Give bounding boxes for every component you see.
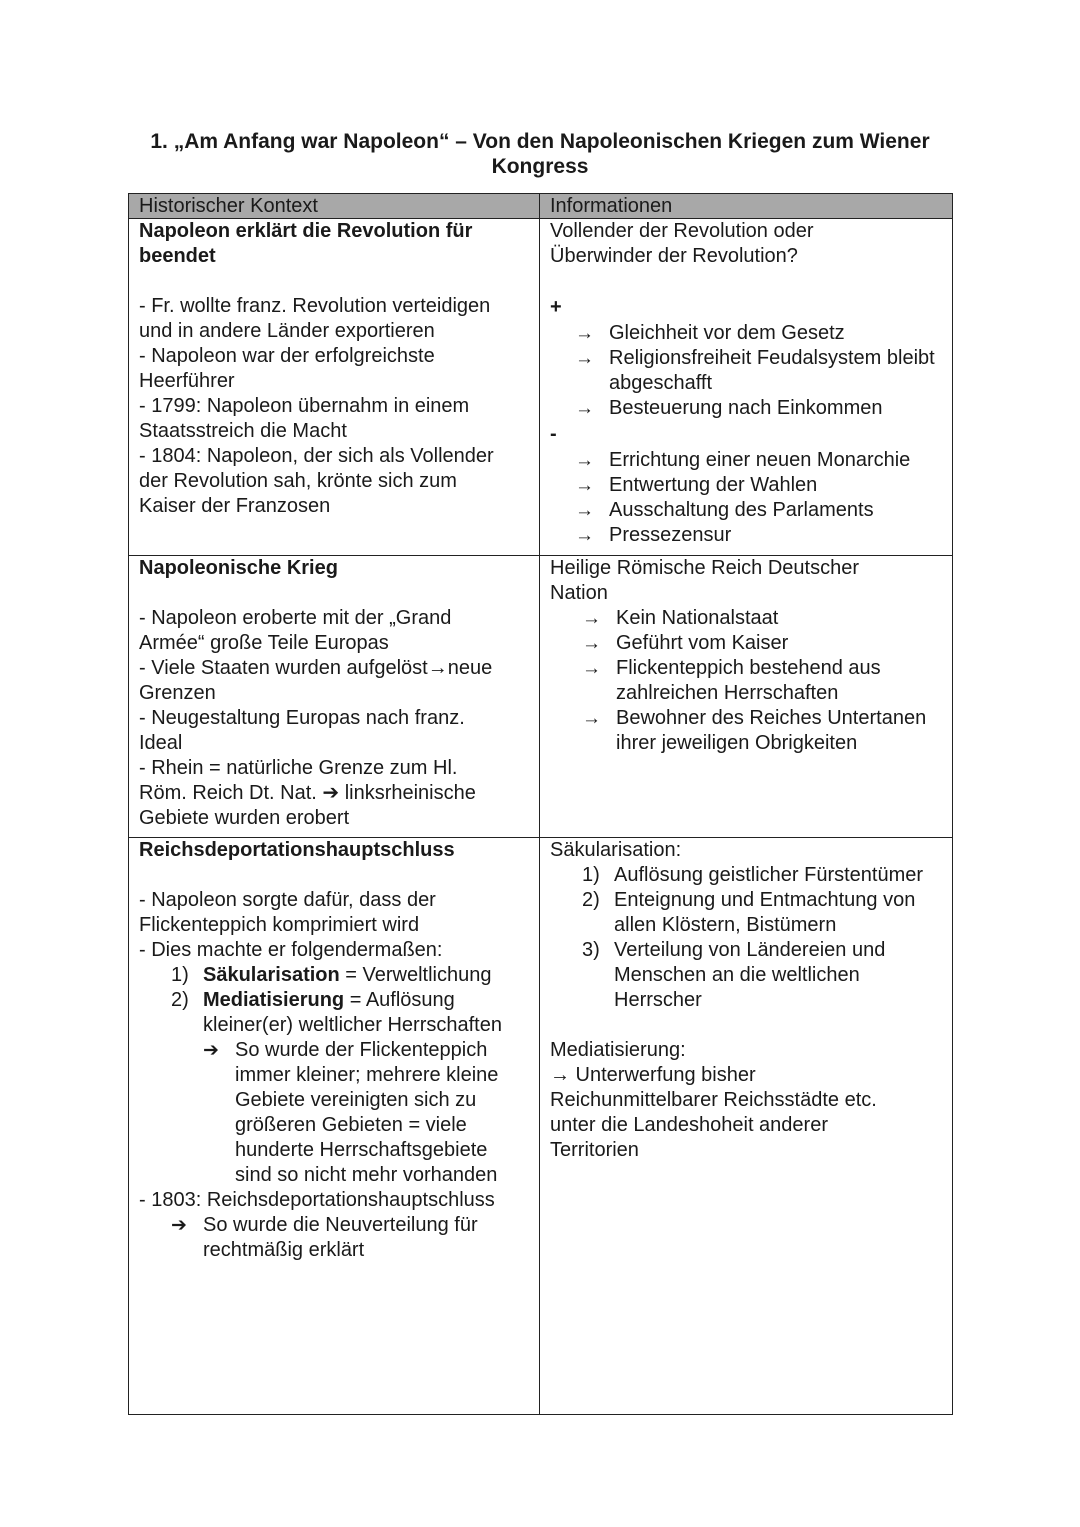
term-mediatisierung: Mediatisierung (203, 988, 345, 1011)
cell-napoleonische-krieg-context (129, 555, 540, 837)
list-item: ➔ So wurde der Flickenteppich immer kleiner; mehrere kleine Gebiete vereinigten sich zu größeren Gebieten = viele hunderte Herrschaftsgebiete sind so nicht mehr vorhanden (203, 1038, 499, 1186)
arrow-right-icon: → (575, 398, 594, 419)
arrow-right-icon: → (575, 500, 594, 521)
text-line: - 1803: Reichsdeportationshauptschluss (139, 1188, 495, 1211)
text-line: Grenzen (139, 681, 216, 704)
list-item: → Gleichheit vor dem Gesetz (575, 322, 845, 344)
text-line: - Neugestaltung Europas nach franz. (139, 706, 465, 729)
text-line: Reichunmittelbarer Reichsstädte etc. (550, 1088, 877, 1111)
list-item: → Entwertung der Wahlen (575, 474, 818, 496)
list-item: 2) Mediatisierung = Auflösung kleiner(er) weltlicher Herrschaften (171, 988, 502, 1036)
list-item: 1) Säkularisation = Verweltlichung (171, 963, 492, 986)
cell-napoleon-revolution-context (129, 219, 540, 556)
list-item: → Geführt vom Kaiser (582, 631, 789, 654)
info-intro-cont: Nation (550, 581, 608, 604)
info-intro: Mediatisierung: (550, 1038, 686, 1061)
bold-arrow-icon: ➔ (171, 1214, 187, 1236)
arrow-right-icon: → (575, 475, 594, 496)
section-heading: Napoleon erklärt die Revolution für (139, 220, 473, 242)
text-line: Armée“ große Teile Europas (139, 631, 389, 654)
text-line: der Revolution sah, krönte sich zum (139, 470, 457, 492)
info-intro: Vollender der Revolution oder (550, 220, 814, 242)
header-historischer-kontext: Historischer Kontext (129, 194, 540, 219)
arrow-right-icon: → (575, 348, 594, 369)
title-line-1: 1. „Am Anfang war Napoleon“ – Von den Napoleonischen Kriegen zum Wiener (150, 130, 930, 153)
text-line: Flickenteppich komprimiert wird (139, 913, 420, 936)
text-line: unter die Landeshoheit anderer (550, 1113, 828, 1136)
list-item: → Ausschaltung des Parlaments (575, 499, 874, 521)
text-line: - Napoleon eroberte mit der „Grand (139, 606, 452, 629)
text-line: - Napoleon sorgte dafür, dass der (139, 888, 436, 911)
minus-sign: - (550, 423, 557, 445)
text-line: - Viele Staaten wurden aufgelöst→neue (139, 656, 493, 679)
info-intro-cont: Überwinder der Revolution? (550, 245, 798, 267)
text-line: - 1799: Napoleon übernahm in einem (139, 395, 470, 417)
table-row (129, 837, 953, 1414)
text-line: - Fr. wollte franz. Revolution verteidigen (139, 295, 491, 317)
text-line: Territorien (550, 1138, 639, 1161)
cell-reichsdeputation-context (129, 837, 540, 1414)
list-item: → Pressezensur (575, 524, 732, 546)
list-item: → Religionsfreiheit Feudalsystem bleibt abgeschafft (575, 347, 935, 394)
cell-hrr-info (540, 555, 953, 837)
text-line: - Dies machte er folgendermaßen: (139, 938, 443, 961)
arrow-right-icon: → (575, 450, 594, 471)
arrow-right-icon: → (575, 323, 594, 344)
list-item: ➔ So wurde die Neuverteilung für rechtmäßig erklärt (171, 1213, 478, 1261)
table-header-row (129, 194, 953, 219)
text-line: Gebiete wurden erobert (139, 806, 350, 829)
arrow-right-icon: → (582, 657, 601, 679)
section-heading: Reichsdeportationshauptschluss (139, 838, 455, 861)
arrow-right-icon: → (575, 525, 594, 546)
list-item: 1) Auflösung geistlicher Fürstentümer (582, 863, 924, 886)
table-row (129, 219, 953, 556)
bold-arrow-icon: ➔ (203, 1039, 219, 1061)
list-item: 3) Verteilung von Ländereien und Menschen an die weltlichen Herrscher (582, 938, 886, 1011)
text-line: Kaiser der Franzosen (139, 495, 331, 517)
term-saekularisation: Säkularisation (203, 963, 340, 986)
plus-sign: + (550, 296, 562, 318)
arrow-right-icon: → (582, 707, 601, 729)
list-item: → Kein Nationalstaat (582, 606, 779, 629)
text-line: Ideal (139, 731, 183, 754)
text-line: - Rhein = natürliche Grenze zum Hl. (139, 756, 458, 779)
text-line: - 1804: Napoleon, der sich als Vollender (139, 445, 494, 467)
section-heading-cont: beendet (139, 245, 216, 267)
text-line: und in andere Länder exportieren (139, 320, 435, 342)
list-item: → Errichtung einer neuen Monarchie (575, 449, 911, 471)
arrow-right-icon: → (582, 607, 601, 629)
section-heading: Napoleonische Krieg (139, 556, 338, 579)
info-intro: Heilige Römische Reich Deutscher (550, 556, 860, 579)
document-title (0, 129, 1080, 179)
cell-napoleon-revolution-info (540, 219, 953, 556)
text-line: → Unterwerfung bisher (550, 1063, 756, 1086)
text-line: Heerführer (139, 370, 235, 392)
cell-saekularisation-info (540, 837, 953, 1414)
text-line: Röm. Reich Dt. Nat. ➔ linksrheinische (139, 781, 476, 804)
list-item: → Besteuerung nach Einkommen (575, 397, 883, 419)
list-item: 2) Enteignung und Entmachtung von allen Klöstern, Bistümern (582, 888, 916, 936)
text-line: - Napoleon war der erfolgreichste (139, 345, 435, 367)
table-row (129, 555, 953, 837)
header-informationen: Informationen (540, 194, 953, 219)
list-item: → Bewohner des Reiches Untertanen ihrer jeweiligen Obrigkeiten (582, 706, 927, 754)
arrow-right-icon: → (582, 632, 601, 654)
list-item: → Flickenteppich bestehend aus zahlreichen Herrschaften (582, 656, 881, 704)
info-intro: Säkularisation: (550, 838, 682, 861)
title-line-2: Kongress (491, 155, 589, 178)
content-table (128, 193, 953, 1415)
text-line: Staatsstreich die Macht (139, 420, 347, 442)
